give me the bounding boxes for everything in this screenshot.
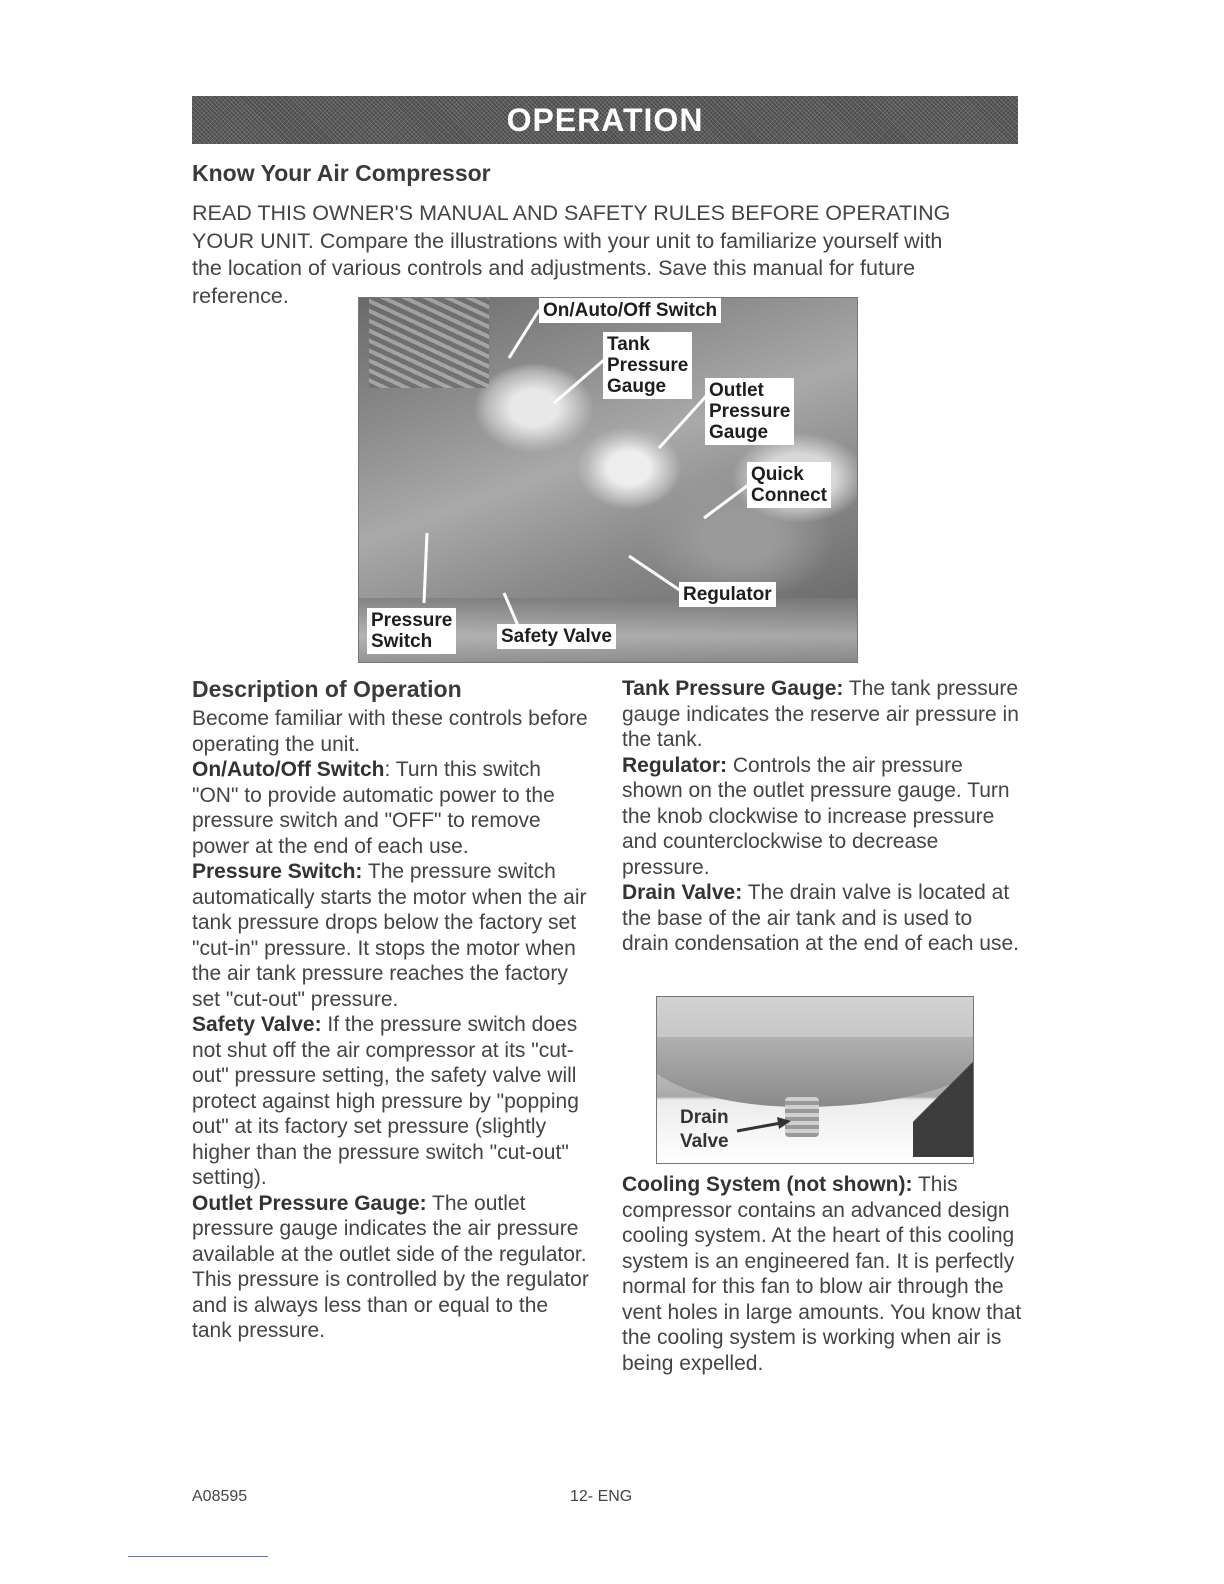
item-outlet-pressure-gauge bbox=[192, 1191, 592, 1344]
item-term: Regulator: bbox=[622, 753, 727, 777]
photo-shadow bbox=[913, 1057, 973, 1157]
intro-paragraph bbox=[192, 200, 1022, 310]
callout-safety-valve: Safety Valve bbox=[497, 624, 616, 649]
item-term: Tank Pressure Gauge: bbox=[622, 677, 844, 700]
callout-tank-pressure-gauge bbox=[603, 332, 692, 399]
callout-line: Pressure bbox=[371, 610, 453, 631]
section-title: OPERATION bbox=[506, 101, 704, 138]
item-regulator bbox=[622, 753, 1022, 881]
item-term: Safety Valve: bbox=[192, 1013, 322, 1036]
intro-line: reference. bbox=[192, 283, 289, 308]
section-banner bbox=[192, 96, 1018, 144]
callout-outlet-pressure-gauge bbox=[705, 378, 794, 445]
cooling-system-paragraph bbox=[622, 1172, 1022, 1376]
item-text: The tank pressure gauge indicates the reserve air pressure in the tank. bbox=[622, 677, 1019, 751]
drain-valve-label bbox=[680, 1106, 729, 1154]
callout-line: Gauge bbox=[607, 376, 667, 397]
footer-rule bbox=[128, 1556, 268, 1557]
intro-line: the location of various controls and adjustments. Save this manual for future bbox=[192, 256, 916, 280]
callout-line: Pressure bbox=[607, 355, 689, 376]
item-text: If the pressure switch does not shut off the air compressor at its "cut-out" pressure setting, the safety valve will protect against high pressure by "popping out" at its factory set pressure (slightly higher than the pressure switch "cut-out" setting). bbox=[192, 1013, 579, 1189]
compressor-controls-photo bbox=[358, 297, 858, 663]
item-text: The outlet pressure gauge indicates the air pressure available at the outlet side of the regulator. This pressure is controlled by the regulator and is always less than or equal to the tank pressure. bbox=[192, 1191, 589, 1342]
item-on-auto-off-switch bbox=[192, 757, 592, 859]
item-term: On/Auto/Off Switch bbox=[192, 758, 385, 781]
callout-on-auto-off-switch: On/Auto/Off Switch bbox=[539, 298, 721, 323]
description-right-column bbox=[622, 676, 1022, 957]
callout-line: Switch bbox=[371, 631, 433, 652]
page-number: 12- ENG bbox=[570, 1488, 633, 1505]
item-text: Controls the air pressure shown on the outlet pressure gauge. Turn the knob clockwise to increase pressure and counterclockwise to decrease pressure. bbox=[622, 753, 1010, 879]
callout-regulator: Regulator bbox=[679, 582, 776, 607]
item-text: The pressure switch automatically starts the motor when the air tank pressure drops below the factory set "cut-in" pressure. It stops the motor when the air tank pressure reaches the factory set "cut-out" pressure. bbox=[192, 860, 587, 1011]
know-heading: Know Your Air Compressor bbox=[192, 160, 491, 186]
description-heading: Description of Operation bbox=[192, 676, 462, 702]
drain-label-line: Valve bbox=[680, 1131, 729, 1152]
description-intro: Become familiar with these controls before operating the unit. bbox=[192, 707, 588, 756]
description-left-column bbox=[192, 706, 592, 1344]
callout-pressure-switch bbox=[367, 608, 456, 654]
item-cooling-system bbox=[622, 1172, 1022, 1376]
item-drain-valve bbox=[622, 880, 1022, 957]
intro-line: READ THIS OWNER'S MANUAL AND SAFETY RULES BEFORE OPERATING bbox=[192, 201, 951, 225]
drain-label-line: Drain bbox=[680, 1107, 729, 1128]
item-tank-pressure-gauge bbox=[622, 676, 1022, 753]
callout-line: Gauge bbox=[709, 422, 769, 443]
callout-quick-connect bbox=[747, 462, 831, 508]
callout-line: Tank bbox=[607, 334, 650, 355]
item-text: : Turn this switch "ON" to provide automatic power to the pressure switch and "OFF" to remove power at the end of each use. bbox=[192, 758, 555, 858]
item-safety-valve bbox=[192, 1012, 592, 1191]
item-term: Cooling System (not shown): bbox=[622, 1173, 913, 1196]
item-text: The drain valve is located at the base of the air tank and is used to drain condensation at the end of each use. bbox=[622, 881, 1019, 955]
item-term: Pressure Switch: bbox=[192, 860, 363, 883]
item-term: Drain Valve: bbox=[622, 881, 743, 904]
intro-line: YOUR UNIT. Compare the illustrations with your unit to familiarize yourself with bbox=[192, 228, 943, 253]
callout-line: Pressure bbox=[709, 401, 791, 422]
callout-line: Connect bbox=[751, 485, 827, 506]
item-pressure-switch bbox=[192, 859, 592, 1012]
item-term: Outlet Pressure Gauge: bbox=[192, 1191, 427, 1215]
item-text: This compressor contains an advanced design cooling system. At the heart of this cooling system is an engineered fan. It is perfectly normal for this fan to blow air through the vent holes in large amounts. You know that the cooling system is working when air is being expelled. bbox=[622, 1173, 1022, 1375]
drain-arrow-icon bbox=[735, 1115, 795, 1145]
document-code: A08595 bbox=[192, 1488, 248, 1505]
callout-line: Quick bbox=[751, 464, 804, 485]
callout-line: Outlet bbox=[709, 380, 764, 401]
